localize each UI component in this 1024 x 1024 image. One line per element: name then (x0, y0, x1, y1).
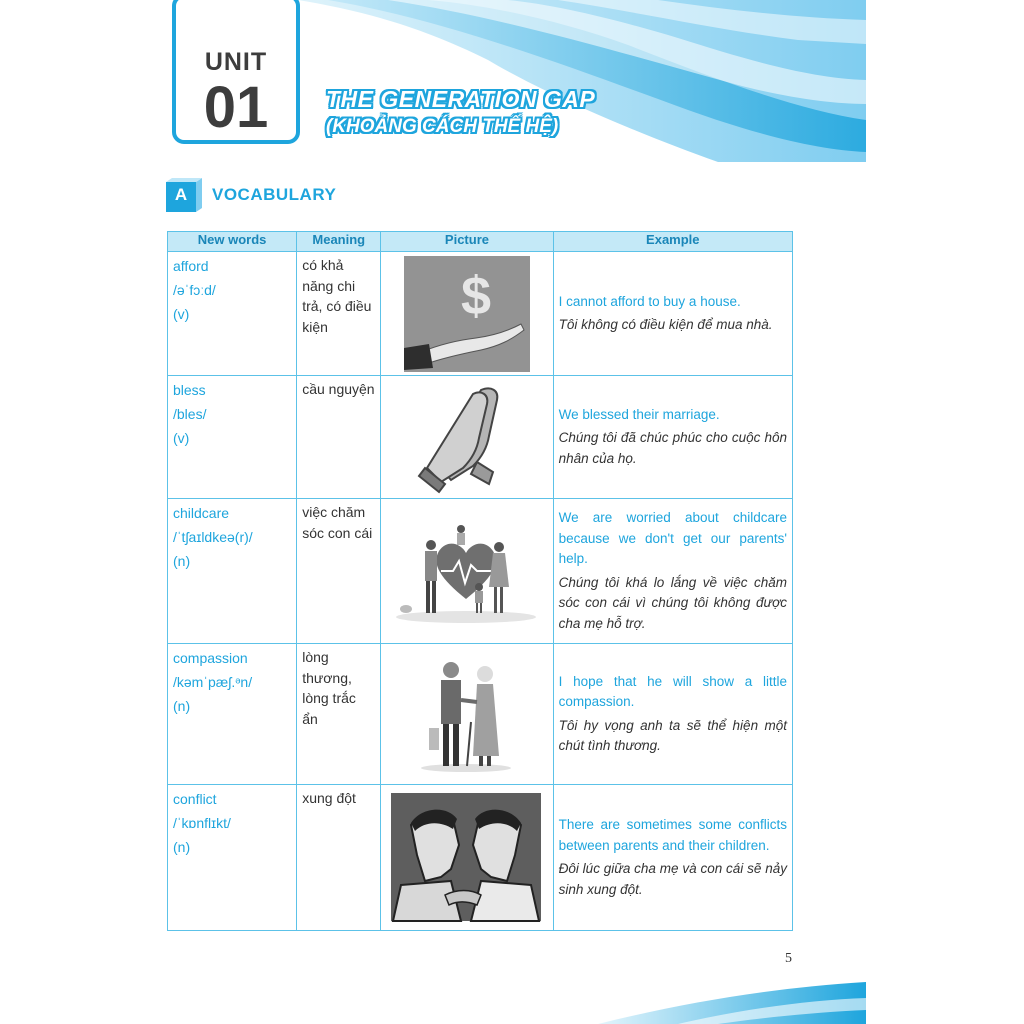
word: childcare (173, 505, 230, 521)
page-number: 5 (785, 951, 792, 966)
section-title: VOCABULARY (212, 185, 337, 204)
meaning-cell: việc chăm sóc con cái (297, 499, 381, 644)
unit-title-vietnamese: (KHOẢNG CÁCH THẾ HỆ) (326, 116, 559, 137)
conflict-faces-icon (381, 785, 551, 929)
word-cell (168, 376, 297, 499)
example-vietnamese: Tôi không có điều kiện để mua nhà. (558, 317, 773, 332)
header-example: Example (553, 232, 792, 252)
section-letter: A (174, 185, 188, 204)
word-ipa: /kəmˈpæʃ.ᵊn/ (173, 674, 253, 690)
example-cell (553, 785, 792, 931)
table-row (168, 376, 793, 499)
word-pos: (v) (173, 430, 190, 446)
word-ipa: /ˈtʃaɪldkeə(r)/ (173, 529, 253, 545)
unit-badge (172, 0, 300, 144)
word-ipa: /əˈfɔːd/ (173, 282, 216, 298)
word-pos: (n) (173, 698, 191, 714)
example-cell (553, 376, 792, 499)
textbook-page (158, 0, 866, 1024)
picture-cell (381, 376, 553, 499)
vocabulary-table (167, 231, 793, 931)
word-cell (168, 499, 297, 644)
example-cell (553, 252, 792, 376)
example-vietnamese: Chúng tôi khá lo lắng về việc chăm sóc con cái vì chúng tôi không được cha mẹ hỗ trợ. (558, 574, 787, 631)
meaning-cell: xung đột (297, 785, 381, 931)
word-cell (168, 785, 297, 931)
example-english: I cannot afford to buy a house. (558, 293, 741, 309)
word: conflict (173, 791, 217, 807)
example-vietnamese: Đôi lúc giữa cha mẹ và con cái sẽ nảy sinh xung đột. (558, 861, 787, 897)
word: bless (173, 382, 206, 398)
word: afford (173, 258, 209, 274)
family-heart-icon (381, 499, 551, 639)
praying-hands-icon (381, 376, 551, 496)
table-row (168, 252, 793, 376)
table-header-row (168, 232, 793, 252)
footer-wave-decoration (158, 976, 866, 1024)
meaning-cell: cầu nguyện (297, 376, 381, 499)
word-cell (168, 252, 297, 376)
example-english: We blessed their marriage. (558, 406, 720, 422)
picture-cell (381, 499, 553, 644)
picture-cell (381, 252, 553, 376)
header-new-words: New words (168, 232, 297, 252)
unit-title-english: THE GENERATION GAP (326, 86, 596, 112)
svg-text:$: $ (461, 266, 492, 326)
meaning-cell: lòng thương, lòng trắc ẩn (297, 644, 381, 785)
table-row (168, 785, 793, 931)
example-english: We are worried about childcare because we don't get our parents' help. (558, 510, 787, 566)
word-ipa: /bles/ (173, 406, 207, 422)
picture-cell (381, 785, 553, 931)
example-cell (553, 499, 792, 644)
header-meaning: Meaning (297, 232, 381, 252)
word: compassion (173, 650, 248, 666)
hand-dollar-icon (381, 252, 551, 374)
helping-elderly-icon (381, 644, 551, 782)
word-pos: (v) (173, 306, 190, 322)
example-vietnamese: Chúng tôi đã chúc phúc cho cuộc hôn nhân của họ. (558, 430, 787, 466)
example-english: I hope that he will show a little compassion. (558, 673, 787, 709)
word-pos: (n) (173, 839, 191, 855)
picture-cell (381, 644, 553, 785)
meaning-cell: có khả năng chi trả, có điều kiện (297, 252, 381, 376)
table-row (168, 644, 793, 785)
unit-label: UNIT (204, 48, 268, 76)
table-row (168, 499, 793, 644)
word-pos: (n) (173, 553, 191, 569)
header-picture: Picture (381, 232, 553, 252)
word-ipa: /ˈkɒnflɪkt/ (173, 815, 231, 831)
example-english: There are sometimes some conflicts between parents and their children. (558, 817, 787, 853)
unit-number: 01 (203, 75, 269, 140)
example-cell (553, 644, 792, 785)
word-cell (168, 644, 297, 785)
example-vietnamese: Tôi hy vọng anh ta sẽ thể hiện một chút tình thương. (558, 717, 787, 753)
